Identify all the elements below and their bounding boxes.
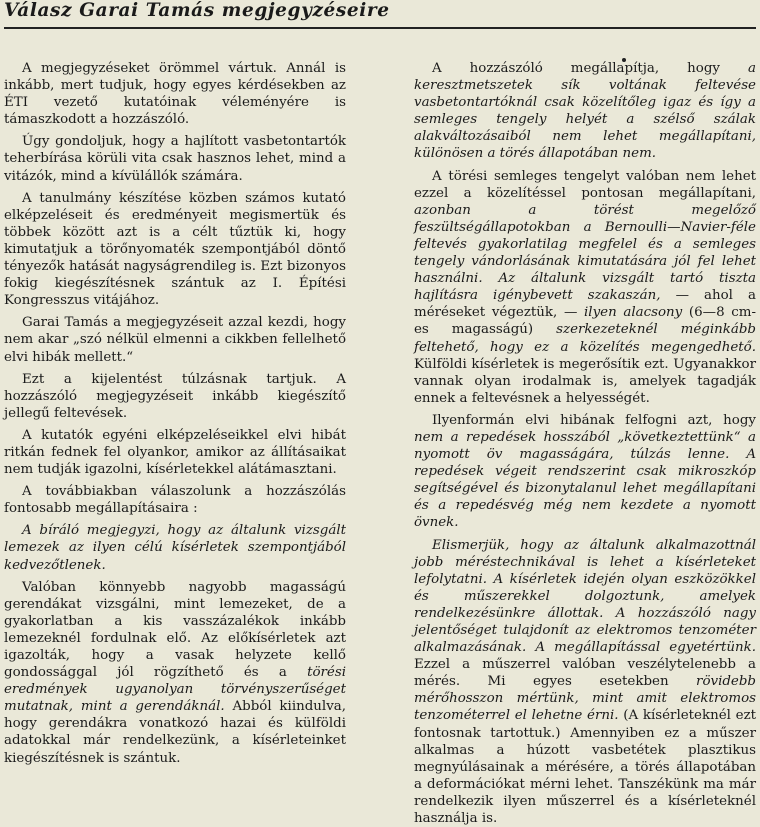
paragraph bbox=[414, 168, 756, 407]
italic-text: a keresztmetszetek sík voltának feltevése vasbetontartóknál csak közelítőleg igaz és így a semleges tengely helyét a szélső szálak alakváltozásaiból nem lehet megállapítani, különösen a törés állapotában nem. bbox=[414, 61, 756, 162]
text-run: (A kísérleteknél ezt fontosnak tartottuk.) Amennyiben ez a műszer alkalmas a húzott vasbetétek plasztikus megnyúlásainak a mérésére, a törés állapotában a deformációkat mérni lehet. Tanszékünk ma már rendelkezik ilyen műszerrel és a kísérleteknél használja is. bbox=[414, 708, 756, 827]
text-run: — ahol a méréseket végeztük, — bbox=[414, 288, 756, 321]
paragraph bbox=[4, 371, 346, 422]
italic-text: szerkezeteknél méginkább feltehető, hogy ez a közelítés megengedhető. bbox=[414, 322, 757, 355]
text-run: Ilyenformán elvi hibának felfogni azt, hogy bbox=[432, 412, 756, 428]
article-title: Válasz Garai Tamás megjegyzéseire bbox=[4, 0, 390, 21]
text-run: (6—8 cm-es magasságú) bbox=[414, 305, 756, 338]
italic-text: ilyen alacsony bbox=[584, 305, 683, 321]
paragraph bbox=[414, 60, 756, 163]
left-column bbox=[4, 60, 346, 767]
text-run: Úgy gondoljuk, hogy a hajlított vasbetontartók teherbírása körüli vita csak hasznos lehet, mind a vitázók, mind a kívülállók számára. bbox=[4, 134, 346, 184]
text-run: A továbbiakban válaszolunk a hozzászólás fontosabb megállapításaira : bbox=[4, 484, 346, 517]
text-run: A megjegyzéseket örömmel vártuk. Annál is inkább, mert tudjuk, hogy egyes kérdésekben az ÉTI vezető kutatóinak véleményére is támaszkodott a hozzászóló. bbox=[4, 61, 346, 128]
italic-text: A bíráló megjegyzi, hogy az általunk vizsgált lemezek az ilyen célú kísérletek szempontjából kedvezőtlenek. bbox=[4, 523, 346, 573]
paragraph bbox=[414, 537, 756, 827]
italic-text: nem a repedések hosszából „következtettünk“ a nyomott öv magasságára, túlzás lenne. A repedések végeit rendszerint csak mikroszkóp segítségével és bizonytalanul lehet megállapítani és a repedésvég még nem kezdete a nyomott övnek. bbox=[414, 429, 756, 531]
title-divider bbox=[4, 27, 756, 29]
paragraph bbox=[4, 314, 346, 365]
text-run: A tanulmány készítése közben számos kutató elképzeléseit és eredményeit megismertük és többek között azt is a célt tűztük ki, hogy kimutatjuk a törőnyomaték szempontjából döntő tényezők hatását nagyságrendileg is. Ezt bizonyos fokig kiegészítésnek szántuk az I. Építési Kongresszus vitájához. bbox=[4, 190, 346, 309]
text-run: Valóban könnyebb nagyobb magasságú gerendákat vizsgálni, mint lemezeket, de a gyakorlatban a kis vasszázalékok inkább lemezeknél fordulnak elő. Az előkísérletek azt igazolták, hogy a vasak helyzete kellő gondossággal jól rögzíthető és a bbox=[4, 579, 346, 681]
right-column bbox=[414, 60, 756, 827]
italic-text: rövidebb mérőhosszon mértünk, mint amit elektromos tenzométerrel el lehetne érni. bbox=[414, 674, 756, 724]
paragraph bbox=[414, 412, 756, 532]
text-run: A kutatók egyéni elképzeléseikkel elvi hibát ritkán fednek fel olyankor, amikor az állításaikat nem tudják igazolni, kísérletekkel alátámasztani. bbox=[4, 427, 346, 478]
italic-text: azonban a törést megelőző feszültségállapotokban a Bernoulli—Navier-féle feltevés gyakorlatilag megfelel és a semleges tengely vándorlásának kimutatására jól fel lehet használni. Az általunk vizsgált tartó tiszta hajlításra igénybevett szakaszán, bbox=[414, 202, 756, 304]
paragraph bbox=[4, 427, 346, 478]
text-run: A hozzászóló megállapítja, hogy bbox=[432, 61, 749, 76]
paragraph bbox=[4, 483, 346, 517]
text-run: Abból kiindulva, hogy gerendákra vonatkozó hazai és külföldi adatokkal már rendelkezünk, a kísérleteinket kiegészítésnek is szántuk. bbox=[4, 699, 347, 766]
text-run: A törési semleges tengelyt valóban nem lehet ezzel a közelítéssel pontosan megállapítani, bbox=[414, 168, 756, 201]
paragraph bbox=[4, 522, 346, 573]
text-run: Külföldi kísérletek is megerősítik ezt. Ugyanakkor vannak olyan irodalmak is, amelyek tagadják ennek a feltevésnek a helyességét. bbox=[414, 356, 756, 406]
paragraph bbox=[4, 190, 346, 310]
italic-text: törési eredmények ugyanolyan törvényszerűséget mutatnak, mint a gerendáknál. bbox=[4, 665, 346, 715]
text-run: Ezzel a műszerrel valóban veszélytelenebb a mérés. Mi egyes esetekben bbox=[414, 657, 756, 690]
paragraph bbox=[4, 133, 346, 184]
text-run: Garai Tamás a megjegyzéseit azzal kezdi, hogy nem akar „szó nélkül elmenni a cikkben fellelhető elvi hibák mellett.“ bbox=[4, 315, 346, 365]
italic-text: Elismerjük, hogy az általunk alkalmazottnál jobb méréstechnikával is lehet a kísérleteket lefolytatni. A kísérletek idején olyan eszközökkel és műszerekkel dolgoztunk, amelyek rendelkezésünkre állottak. A hozzászóló nagy jelentőséget tulajdonít az elektromos tenzométer alkalmazásának. A megállapítással egyetértünk. bbox=[414, 537, 756, 656]
paragraph bbox=[4, 579, 346, 767]
paragraph bbox=[4, 60, 346, 128]
text-run: Ezt a kijelentést túlzásnak tartjuk. A hozzászóló megjegyzéseit inkább kiegészítő jellegű feltevések. bbox=[4, 371, 346, 421]
